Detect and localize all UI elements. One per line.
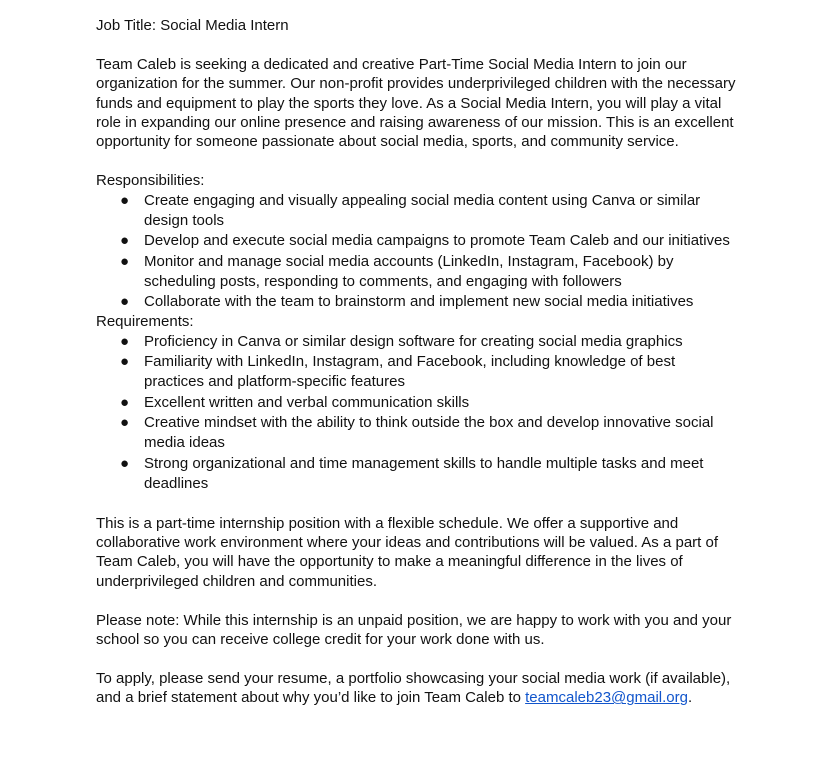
responsibilities-heading: Responsibilities: — [96, 172, 205, 190]
bullet-icon: ● — [120, 393, 130, 411]
list-item: ● Collaborate with the team to brainstorm and implement new social media initiatives — [96, 292, 736, 312]
apply-paragraph — [96, 669, 736, 708]
bullet-icon: ● — [120, 191, 130, 209]
apply-text: To apply, please send your resume, a portfolio showcasing your social media work (if available), and a brief statement about why you’d like to join Team Caleb to — [96, 669, 731, 707]
schedule-paragraph: This is a part-time internship position with a flexible schedule. We offer a supportive and collaborative work environment where your ideas and contributions will be valued. As a part of Team Caleb, you will have the opportunity to make a meaningful difference in the lives of underprivileged children and communities. — [96, 514, 719, 590]
list-item: ● Excellent written and verbal communication skills — [96, 393, 736, 413]
list-item: ● Monitor and manage social media accounts (LinkedIn, Instagram, Facebook) by scheduling posts, responding to comments, and engaging with followers — [120, 252, 674, 290]
bullet-icon: ● — [120, 353, 130, 371]
document-page — [96, 16, 736, 708]
list-item: ● Familiarity with LinkedIn, Instagram, and Facebook, including knowledge of best practices and platform-specific features — [120, 353, 676, 391]
bullet-icon: ● — [120, 414, 130, 431]
list-item: ● Strong organizational and time management skills to handle multiple tasks and meet deadlines — [120, 454, 704, 492]
responsibilities-list — [96, 191, 736, 313]
list-item: ● Create engaging and visually appealing social media content using Canva or similar design tools — [120, 191, 701, 229]
requirements-heading: Requirements: — [96, 313, 194, 331]
note-paragraph: Please note: While this internship is an unpaid position, we are happy to work with you and your school so you can receive college credit for your work done with us. — [96, 611, 732, 648]
bullet-icon: ● — [120, 293, 130, 311]
job-title: Job Title: Social Media Intern — [96, 17, 289, 34]
bullet-icon: ● — [120, 454, 130, 472]
email-link[interactable]: teamcaleb23@gmail.org — [525, 689, 688, 707]
bullet-icon: ● — [120, 232, 130, 250]
bullet-icon: ● — [120, 332, 130, 350]
bullet-icon: ● — [120, 252, 130, 270]
list-item: ● Creative mindset with the ability to think outside the box and develop innovative social media ideas — [120, 414, 714, 452]
apply-end: . — [687, 689, 693, 707]
list-item: ● Proficiency in Canva or similar design software for creating social media graphics — [96, 332, 736, 352]
intro-paragraph: Team Caleb is seeking a dedicated and creative Part-Time Social Media Intern to join our organization for the summer. Our non-profit provides underprivileged children with the necessary funds and equipment to play the sports they love. As a Social Media Intern, you will play a vital role in expanding our online presence and raising awareness of our mission. This is an excellent opportunity for someone passionate about social media, sports, and community service. — [96, 55, 736, 151]
requirements-list — [96, 332, 736, 494]
list-item: ● Develop and execute social media campaigns to promote Team Caleb and our initiatives — [96, 231, 736, 251]
